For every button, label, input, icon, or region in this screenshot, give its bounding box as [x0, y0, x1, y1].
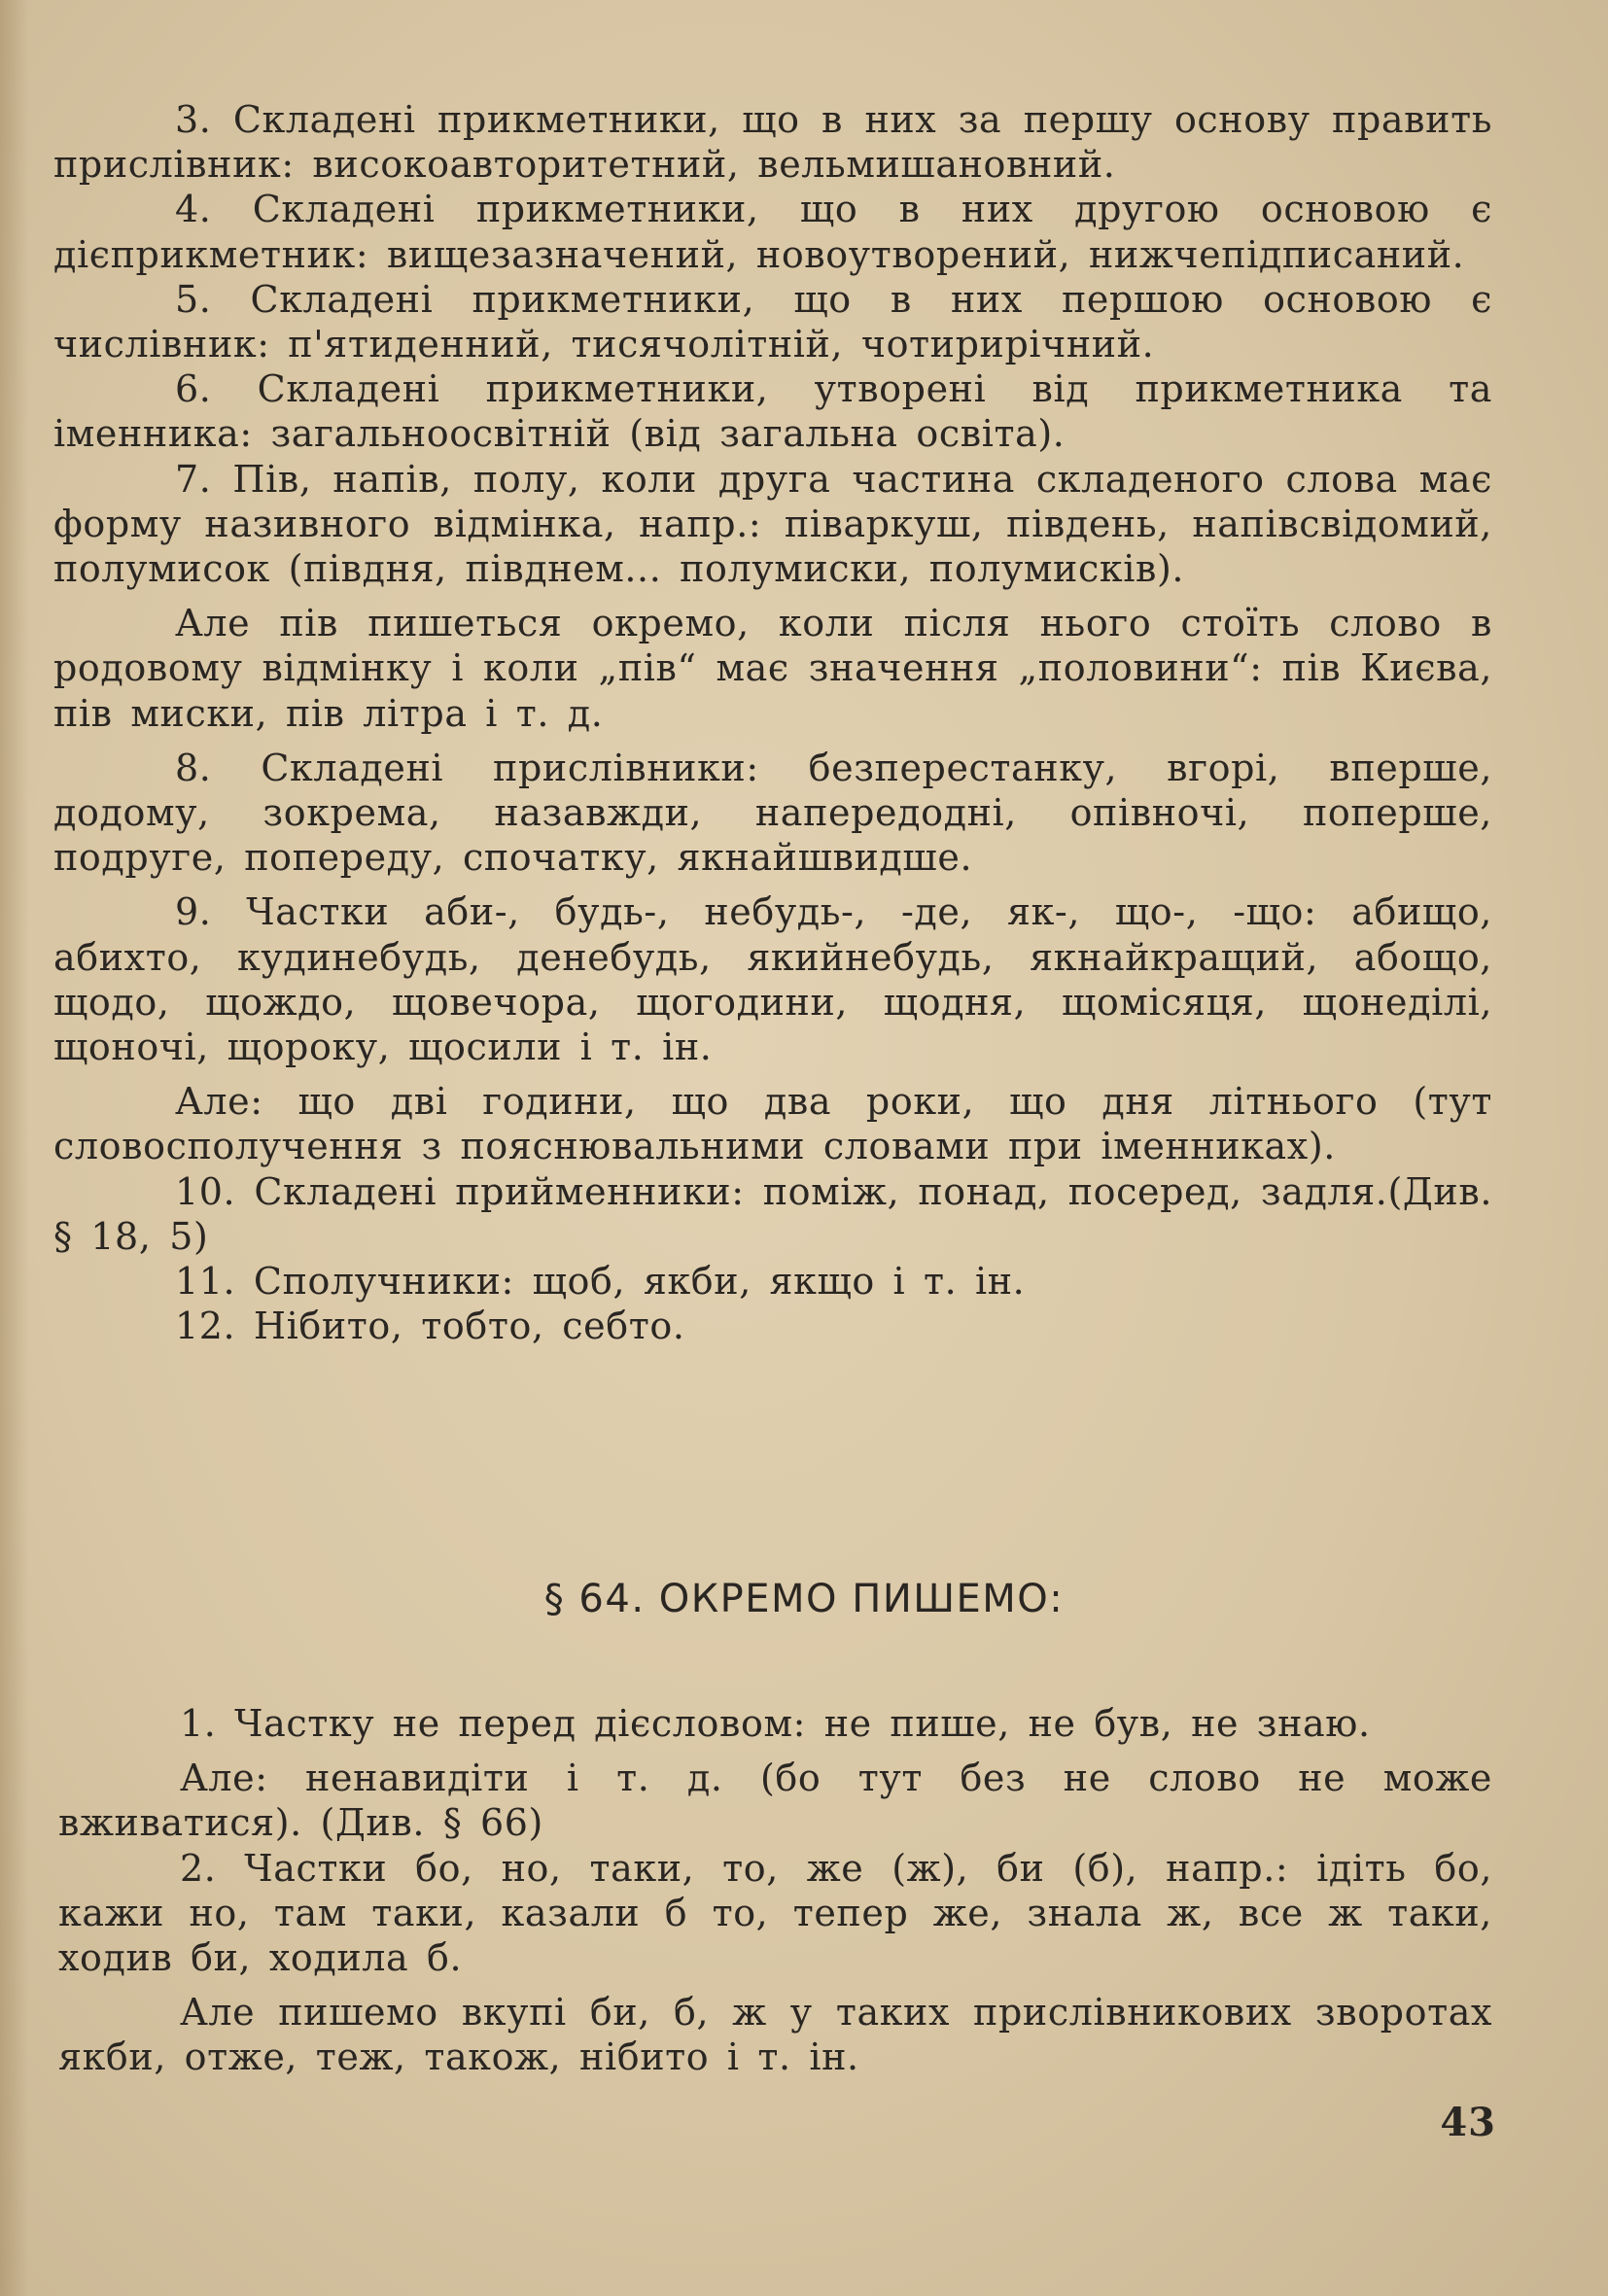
paragraph: 10. Складені прийменники: поміж, понад, посеред, задля.(Див. § 18, 5)	[53, 1169, 1492, 1258]
paragraph: Але: що дві години, що два роки, що дня літнього (тут словосполучення з пояснювальними словами при іменниках).	[53, 1080, 1492, 1168]
paragraph: 9. Частки аби-, будь-, небудь-, -де, як-, що-, -що: абищо, абихто, кудинебудь, денебудь, якийнебудь, якнайкращий, абощо, щодо, щождо, щовечора, щогодини, щодня, щомісяця, щонеділі, щоночі, щороку, щосили і т. ін.	[53, 890, 1492, 1069]
section-heading: § 64. ОКРЕМО ПИШЕМО:	[543, 1577, 1065, 1621]
paragraph: 5. Складені прикметники, що в них першою основою є числівник: п'ятиденний, тисячолітній, чотирирічний.	[53, 277, 1492, 366]
paragraph: Але пишемо вкупі би, б, ж у таких прислівникових зворотах якби, отже, теж, також, нібито і т. ін.	[58, 1991, 1492, 2079]
paragraph: 11. Сполучники: щоб, якби, якщо і т. ін.	[175, 1260, 1026, 1304]
section-64-body	[58, 1701, 1492, 2080]
paragraph: 12. Нібито, тобто, себто.	[175, 1305, 685, 1348]
page-edge-shadow	[0, 0, 29, 2296]
paragraph: Але пів пишеться окремо, коли після нього стоїть слово в родовому відмінку і коли „пів“ має значення „половини“: пів Києва, пів миски, пів літра і т. д.	[53, 602, 1492, 735]
paragraph: 1. Частку не перед дієсловом: не пише, не був, не знаю.	[180, 1702, 1371, 1745]
page-number: 43	[1440, 2100, 1496, 2145]
paragraph: 3. Складені прикметники, що в них за першу основу править прислівник: високоавторитетний, вельмишановний.	[53, 98, 1492, 187]
paragraph: 6. Складені прикметники, утворені від прикметника та іменника: загальноосвітній (від загальна освіта).	[53, 367, 1492, 456]
paragraph: Але: ненавидіти і т. д. (бо тут без не слово не може вживатися). (Див. § 66)	[58, 1757, 1492, 1845]
paragraph: 4. Складені прикметники, що в них другою основою є дієприкметник: вищезазначений, новоутворений, нижчепідписаний.	[53, 188, 1492, 276]
paragraph: 8. Складені прислівники: безперестанку, вгорі, вперше, додому, зокрема, назавжди, напередодні, опівночі, поперше, подруге, попереду, спочатку, якнайшвидше.	[53, 746, 1492, 880]
paragraph: 2. Частки бо, но, таки, то, же (ж), би (б), напр.: ідіть бо, кажи но, там таки, казали б то, тепер же, знала ж, все ж таки, ходив би, ходила б.	[58, 1846, 1492, 1980]
rules-continuation	[53, 97, 1492, 1348]
paragraph: 7. Пів, напів, полу, коли друга частина складеного слова має форму називного відмінка, напр.: піваркуш, південь, напівсвідомий, полумисок (півдня, півднем... полумиски, полумисків).	[53, 457, 1492, 591]
